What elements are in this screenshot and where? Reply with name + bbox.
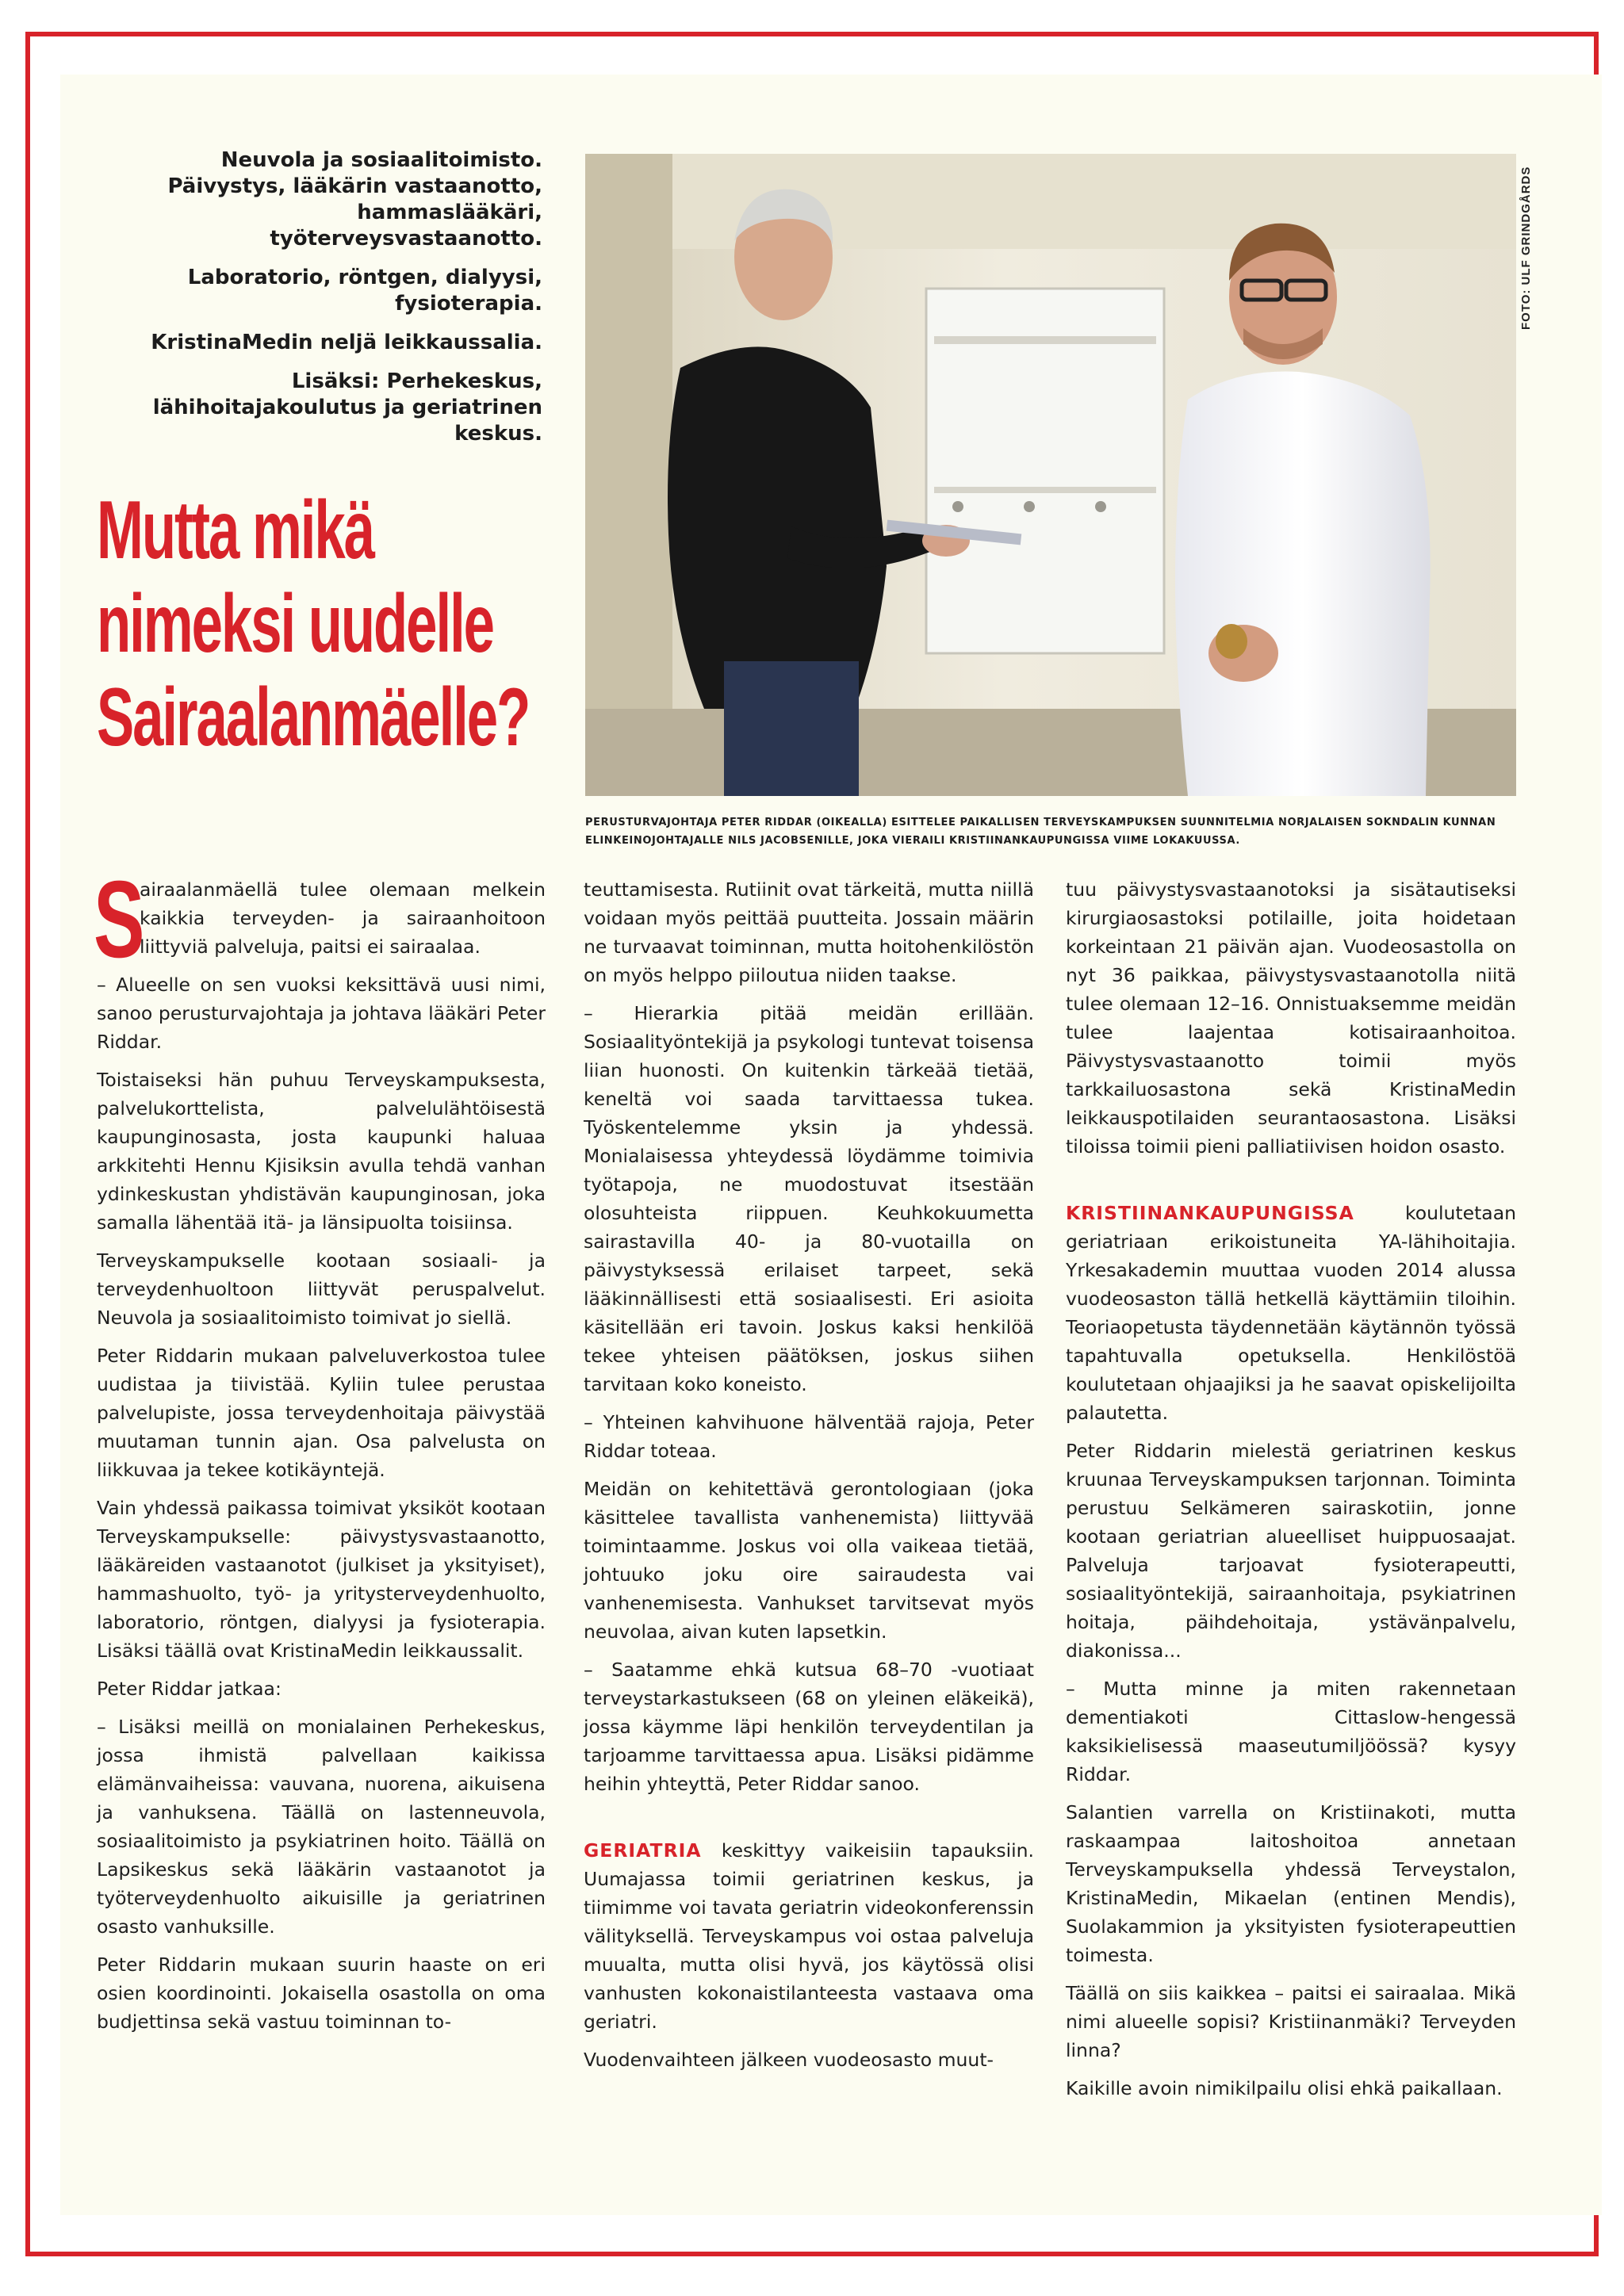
facilities-item: Lisäksi: Perhekeskus, lähihoitajakoulutus ja geriatrinen keskus. [152, 369, 542, 446]
article-paragraph: – Alueelle on sen vuoksi keksittävä uusi nimi, sanoo perusturvajohtaja ja johtava lääkäri Peter Riddar. [97, 974, 546, 1053]
article-paragraph: Peter Riddarin mukaan palveluverkostoa tulee uudistaa ja tiivistää. Kyliin tulee perustaa palvelupiste, jossa terveydenhoitaja päivystää muutaman tunnin ajan. Osa palvelusta on liikkuvaa ja tekee kotikäyntejä. [97, 1345, 546, 1481]
section-gap [584, 1808, 1034, 1836]
article-paragraph-text: koulutetaan geriatriaan erikoistuneita YA-lähihoitajia. Yrkesakademin muuttaa vuoden 2014 alussa vuodeosaston tällä hetkellä käyttämiin tiloihin. Teoriaopetusta täydennetään käytännön työssä tapahtuvalla opetuksella. Henkilöstöä koulutetaan ohjaajiksi ja he saavat opiskelijoilta palautetta. [1066, 1202, 1516, 1424]
photo-illustration [585, 154, 1516, 796]
article-paragraph: Terveyskampukselle kootaan sosiaali- ja terveydenhuoltoon liittyvät peruspalvelut. Neuvola ja sosiaalitoimisto toimivat jo siellä. [97, 1249, 546, 1329]
article-paragraph: Meidän on kehitettävä gerontologiaan (joka käsittelee tavallista vanhenemista) liittyvää toimintaamme. Joskus voi olla vaikeaa tietää, johtuuko joku oire sairaudesta vai vanhenemisesta. Vanhukset tarvitsevat myös neuvolaa, aivan kuten lapsetkin. [584, 1478, 1034, 1643]
article-paragraph: Peter Riddar jatkaa: [97, 1678, 282, 1700]
facilities-list [98, 147, 542, 460]
article-paragraph: – Hierarkia pitää meidän erillään. Sosiaalityöntekijä ja psykologi tuntevat toisensa liian huonosti. On kuitenkin tärkeää tietää, keneltä voi saada tarvittaessa tukea. Työskentelemme yksin ja yhdessä. Monialaisessa yhteydessä löydämme toimivia työtapoja, ne muodostuvat itsestään olosuhteista riippuen. Keuhkokuumetta sairastavilla 40- ja 80-vuotailla on päivystyksessä erilaiset tarpeet, sekä lääkinnällisesti että sosiaalisesti. Eri asioita käsitellään eri tavoin. Joskus kaksi henkilöä tekee yhteisen päätöksen, joskus siihen tarvitaan koko koneisto. [584, 1002, 1034, 1395]
article-paragraph [584, 1836, 1034, 2036]
section-lead: GERIATRIA [584, 1839, 702, 1862]
article-paragraph-text: keskittyy vaikeisiin tapauksiin. Uumajassa toimii geriatrinen keskus, ja tiimimme voi tavata geriatrin videokonferenssin välityksellä. Terveyskampus voi ostaa palveluja muualta, mutta olisi hyvä, jos käytössä olisi vanhusten kokonaistilanteesta vastaava oma geriatri. [584, 1839, 1034, 2033]
article-column-1 [94, 859, 546, 2045]
article-paragraph: Salantien varrella on Kristiinakoti, mutta raskaampaa laitoshoitoa annetaan Terveyskampuksella yhdessä Terveystalon, KristinaMedin, Mikaelan (entinen Mendis), Suolakammion ja yksityisten fysioterapeuttien toimesta. [1066, 1801, 1516, 1966]
article-paragraph [94, 859, 546, 981]
article-paragraph: Peter Riddarin mielestä geriatrinen keskus kruunaa Terveyskampuksen tarjonnan. Toiminta perustuu Selkämeren sairaskotiin, jonne kootaan geriatrian alueelliset huippuosaajat. Palveluja tarjoavat fysioterapeutti, sosiaalityöntekijä, sairaanhoitaja, psykiatrinen hoitaja, päihdehoitaja, ystävänpalvelu, diakonissa... [1066, 1440, 1516, 1662]
facilities-item: Laboratorio, röntgen, dialyysi, fysioterapia. [187, 266, 542, 316]
headline [97, 484, 530, 764]
article-paragraph: Täällä on siis kaikkea – paitsi ei sairaalaa. Mikä nimi alueelle sopisi? Kristiinanmäki? Terveyden linna? [1066, 1982, 1516, 2061]
article-paragraph: tuu päivystysvastaanotoksi ja sisätautiseksi kirurgiaosastoksi potilaille, joita hoidetaan korkeintaan 21 päivän ajan. Vuodeosastolla on nyt 36 paikkaa, päivystysvastaanotolla niitä tulee olemaan 12–16. Onnistuaksemme meidän tulee laajentaa kotisairaanhoitoa. Päivystysvastaanotto toimii myös tarkkailuosastona sekä KristinaMedin leikkauspotilaiden seurantaosastona. Lisäksi tiloissa toimii pieni palliatiivisen hoidon osasto. [1066, 878, 1516, 1158]
article-paragraph: – Lisäksi meillä on monialainen Perhekeskus, jossa ihmistä palvellaan kaikissa elämänvaiheissa: vauvana, nuorena, aikuisena ja vanhuksena. Täällä on lastenneuvola, sosiaalitoimisto ja psykiatrinen hoito. Täällä on Lapsikeskus sekä lääkärin vastaanotot ja työterveydenhuolto aikuisille ja geriatrinen osasto vanhuksille. [97, 1716, 546, 1938]
section-lead: KRISTIINANKAUPUNGISSA [1066, 1202, 1354, 1224]
section-gap [1066, 1170, 1516, 1199]
article-paragraph: Toistaiseksi hän puhuu Terveyskampuksesta, palvelukorttelista, palvelulähtöisestä kaupunginosasta, josta kaupunki haluaa arkkitehti Hennu Kjisiksin avulla tehdä vanhan ydinkeskustan yhdistävän kaupunginosan, joka samalla lähentää itä- ja länsipuolta toisiinsa. [97, 1069, 546, 1234]
article-paragraph: Vuodenvaihteen jälkeen vuodeosasto muut- [584, 2049, 994, 2071]
article-paragraph: Peter Riddarin mukaan suurin haaste on eri osien koordinointi. Jokaisella osastolla on oma budjettinsa sekä vastuu toiminnan to- [97, 1954, 546, 2033]
article-paragraph: – Saatamme ehkä kutsua 68–70 -vuotiaat terveystarkastukseen (68 on yleinen eläkeikä), jossa käymme läpi henkilön terveydentilan ja tarjoamme tarvittaessa apua. Lisäksi pidämme heihin yhteyttä, Peter Riddar sanoo. [584, 1659, 1034, 1795]
photo-credit-text: FOTO: ULF GRINDGÅRDS [1519, 166, 1533, 330]
photo-caption: PERUSTURVAJOHTAJA PETER RIDDAR (OIKEALLA) ESITTELEE PAIKALLISEN TERVEYSKAMPUKSEN SUUNNITELMIA NORJALAISEN SOKNDALIN KUNNAN ELINKEINOJOHTAJALLE NILS JACOBSENILLE, JOKA VIERAILI KRISTIINANKAUPUNGISSA VIIME LOKAKUUSSA. [585, 817, 1496, 847]
headline-line: Mutta mikä [97, 484, 373, 576]
article-column-2 [584, 875, 1034, 2084]
article-paragraph: Vain yhdessä paikassa toimivat yksiköt kootaan Terveyskampukselle: päivystysvastaanotto, lääkäreiden vastaanotot (julkiset ja yksityiset), hammashuolto, työ- ja yritysterveydenhuolto, laboratorio, röntgen, dialyysi ja fysioterapia. Lisäksi täällä ovat KristinaMedin leikkaussalit. [97, 1497, 546, 1662]
article-paragraph: – Mutta minne ja miten rakennetaan dementiakoti Cittaslow-hengessä kaksikielisessä maaseutumiljöössä? kysyy Riddar. [1066, 1678, 1516, 1785]
facilities-item: KristinaMedin neljä leikkaussalia. [151, 331, 542, 354]
photo-credit [1519, 155, 1538, 330]
facilities-item: Neuvola ja sosiaalitoimisto. Päivystys, lääkärin vastaanotto, hammaslääkäri, työterveysvastaanotto. [167, 148, 542, 251]
article-column-3 [1066, 875, 1516, 2112]
article-photo [585, 154, 1516, 796]
article-paragraph: – Yhteinen kahvihuone hälventää rajoja, Peter Riddar toteaa. [584, 1411, 1034, 1462]
article-paragraph: Kaikille avoin nimikilpailu olisi ehkä paikallaan. [1066, 2077, 1503, 2099]
headline-line: nimeksi uudelle [97, 578, 493, 670]
article-paragraph [1066, 1199, 1516, 1427]
drop-cap: S [94, 859, 145, 981]
article-paragraph-text: airaalanmäellä tulee olemaan melkein kaikkia terveyden- ja sairaanhoitoon liittyviä palveluja, paitsi ei sairaalaa. [140, 878, 546, 958]
article-paragraph: teuttamisesta. Rutiinit ovat tärkeitä, mutta niillä voidaan myös peittää puutteita. Jossain määrin ne turvaavat toiminnan, mutta hoitohenkilöstön on myös helppo piiloutua niiden taakse. [584, 878, 1034, 986]
headline-line: Sairaalanmäelle? [97, 672, 530, 763]
